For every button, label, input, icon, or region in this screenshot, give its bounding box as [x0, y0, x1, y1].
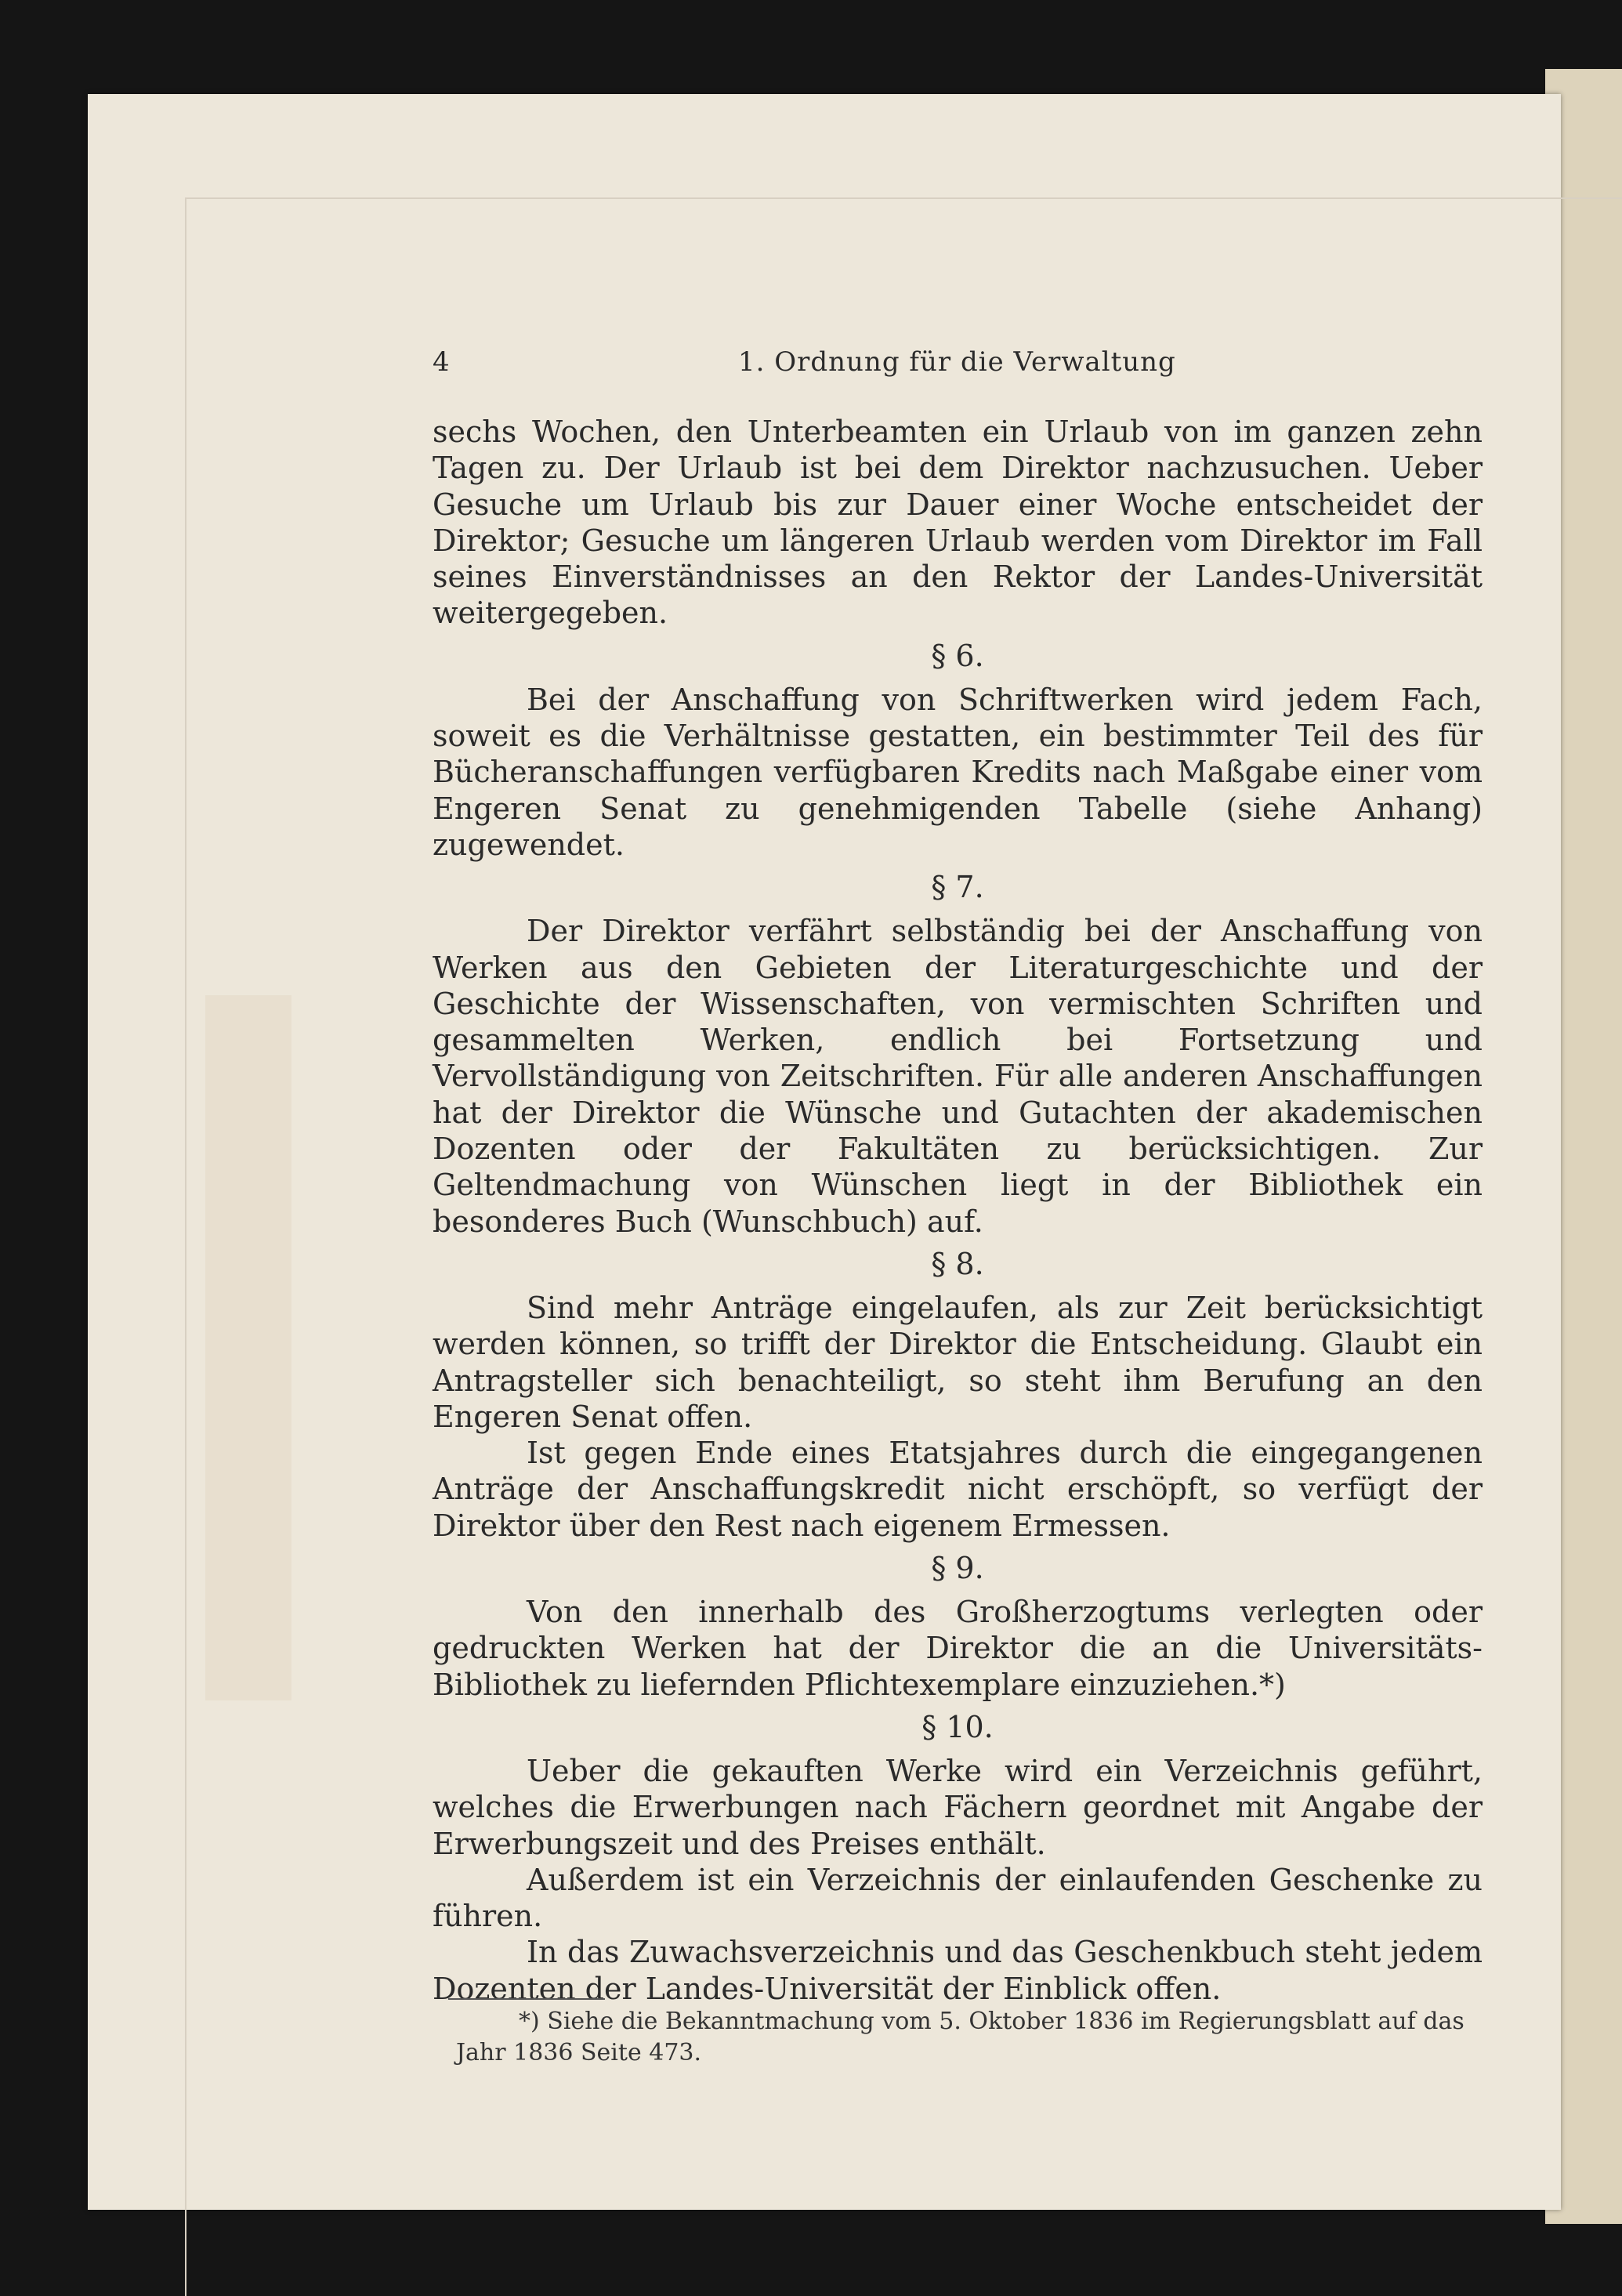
- footnote: [456, 2006, 1490, 2069]
- section-8-paragraph-1: Sind mehr Anträge eingelaufen, als zur Zeit berücksichtigt werden können, so trifft der Direktor die Entscheidung. Glaubt ein Antragsteller sich benachteiligt, so steht ihm Berufung an den Engeren Senat offen.: [433, 1290, 1483, 1434]
- document-page: [88, 94, 1561, 2210]
- paper-tab: [205, 995, 291, 1700]
- page-number: 4: [433, 346, 450, 378]
- section-10-paragraph-3: In das Zuwachsverzeichnis und das Geschenkbuch steht jedem Dozenten der Landes-Universität der Einblick offen.: [433, 1935, 1483, 2006]
- section-7-paragraph: Der Direktor verfährt selbständig bei der Anschaffung von Werken aus den Gebieten der Literaturgeschichte und der Geschichte der Wissenschaften, von vermischten Schriften und gesammelten Werken, endlich bei Fortsetzung und Vervollständigung von Zeitschriften. Für alle anderen Anschaffungen hat der Direktor die Wünsche und Gutachten der akademischen Dozenten oder der Fakultäten zu berücksichtigen. Zur Geltendmachung von Wünschen liegt in der Bibliothek ein besonderes Buch (Wunschbuch) auf.: [433, 914, 1483, 1239]
- section-10-paragraph-2: Außerdem ist ein Verzeichnis der einlaufenden Geschenke zu führen.: [433, 1862, 1483, 1934]
- running-head: [433, 346, 1498, 386]
- section-9-paragraph: Von den innerhalb des Großherzogtums verlegten oder gedruckten Werken hat der Direktor die an die Universitäts-Bibliothek zu liefernden Pflichtexemplare einzuziehen.*): [433, 1595, 1483, 1702]
- footnote-rule: [448, 1998, 605, 2000]
- section-6-paragraph: Bei der Anschaffung von Schriftwerken wird jedem Fach, soweit es die Verhältnisse gestatten, ein bestimmter Teil des für Bücheranschaffungen verfügbaren Kredits nach Maßgabe einer vom Engeren Senat zu genehmigenden Tabelle (siehe Anhang) zugewendet.: [433, 682, 1483, 862]
- section-8-heading: § 8.: [931, 1246, 984, 1281]
- section-9-heading: § 9.: [931, 1551, 984, 1586]
- section-10-heading: § 10.: [921, 1709, 994, 1744]
- running-head-title: 1. Ordnung für die Verwaltung: [738, 346, 1176, 378]
- section-6-heading: § 6.: [931, 638, 984, 673]
- footnote-marker: *): [519, 2008, 540, 2035]
- paragraph-intro: sechs Wochen, den Unterbeamten ein Urlaub von im ganzen zehn Tagen zu. Der Urlaub ist bei dem Direktor nachzusuchen. Ueber Gesuche um Urlaub bis zur Dauer einer Woche entscheidet der Direktor; Gesuche um längeren Urlaub werden vom Direktor im Fall seines Einverständnisses an den Rektor der Landes-Universität weitergegeben.: [433, 415, 1483, 631]
- footnote-text: Siehe die Bekanntmachung vom 5. Oktober 1836 im Regierungsblatt auf das Jahr 1836 Seite 473.: [456, 2008, 1465, 2066]
- section-10-paragraph-1: Ueber die gekauften Werke wird ein Verzeichnis geführt, welches die Erwerbungen nach Fächern geordnet mit Angabe der Erwerbungszeit und des Preises enthält.: [433, 1753, 1483, 1861]
- section-8-paragraph-2: Ist gegen Ende eines Etatsjahres durch die eingegangenen Anträge der Anschaffungskredit nicht erschöpft, so verfügt der Direktor über den Rest nach eigenem Ermessen.: [433, 1436, 1483, 1543]
- body-text: [433, 414, 1483, 2007]
- section-7-heading: § 7.: [931, 870, 984, 905]
